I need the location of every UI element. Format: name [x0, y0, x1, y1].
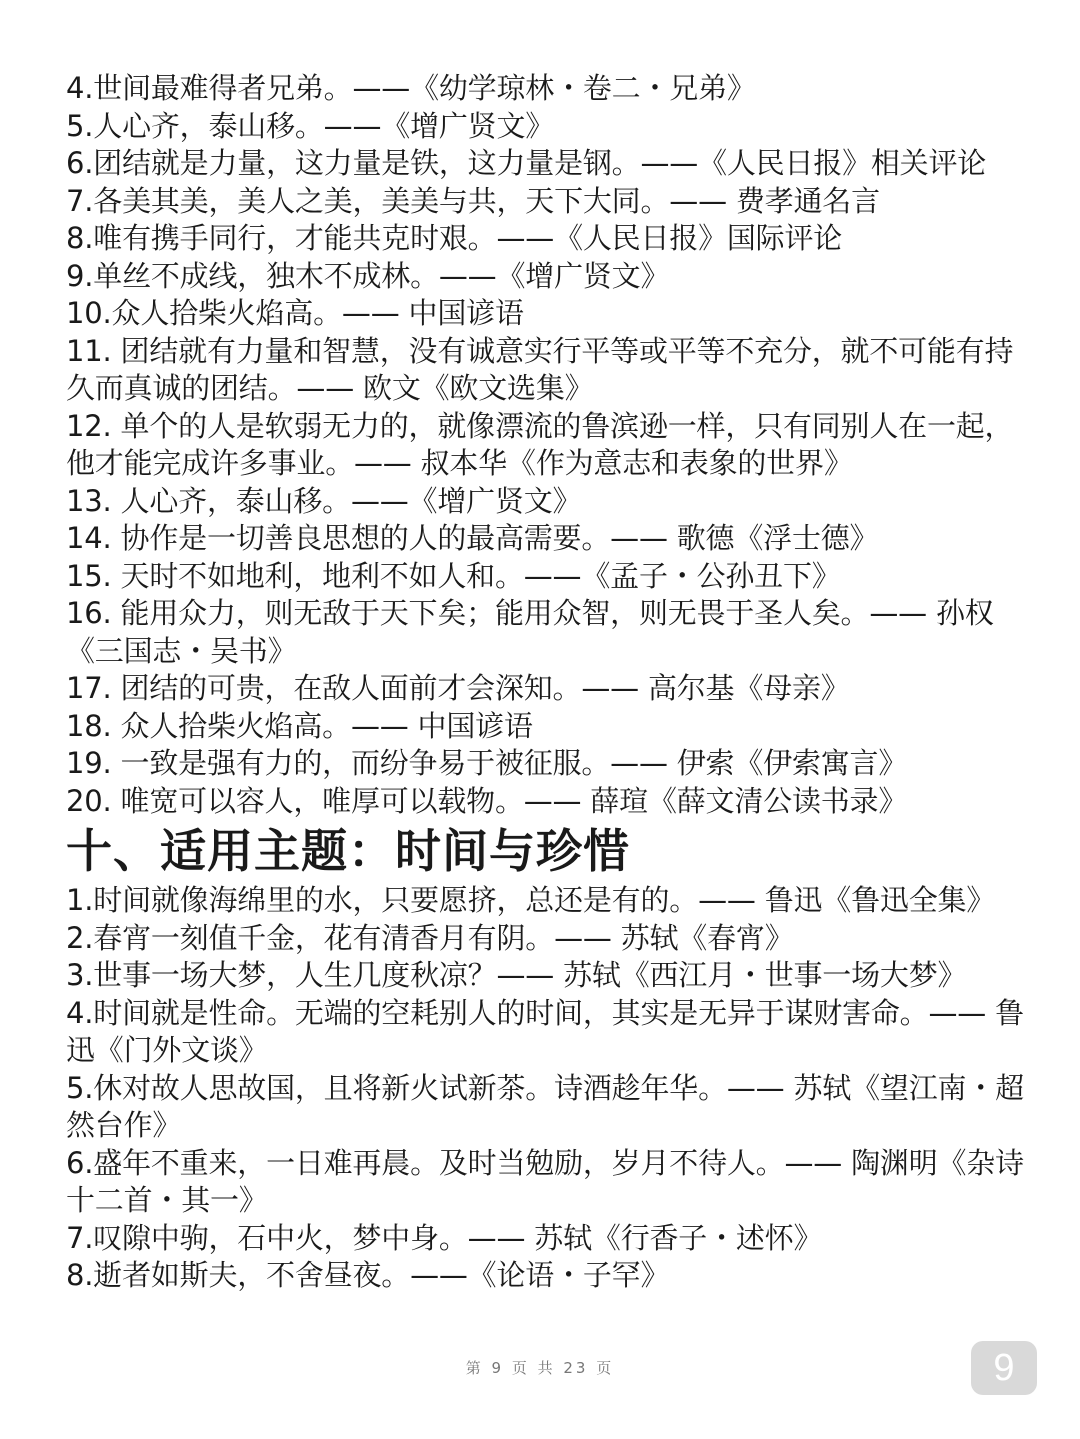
- quote-line: 5.休对故人思故国，且将新火试新茶。诗酒趁年华。—— 苏轼《望江南・超然台作》: [66, 1070, 1024, 1142]
- quote-line: 2.春宵一刻值千金，花有清香月有阴。—— 苏轼《春宵》: [66, 920, 794, 955]
- quote-line: 5.人心齐，泰山移。——《增广贤文》: [66, 108, 555, 143]
- quote-line: 11. 团结就有力量和智慧，没有诚意实行平等或平等不充分，就不可能有持久而真诚的团结。—— 欧文《欧文选集》: [66, 333, 1014, 405]
- quote-line: 12. 单个的人是软弱无力的，就像漂流的鲁滨逊一样，只有同别人在一起，他才能完成许多事业。—— 叔本华《作为意志和表象的世界》: [66, 408, 1014, 480]
- page-number-badge: 9: [971, 1341, 1037, 1395]
- quote-line: 9.单丝不成线，独木不成林。——《增广贤文》: [66, 258, 670, 293]
- quote-line: 10.众人拾柴火焰高。—— 中国谚语: [66, 296, 524, 330]
- document-body: [66, 70, 1026, 1295]
- page-footer-text: 第 9 页 共 23 页: [465, 1359, 615, 1377]
- quote-line: 14. 协作是一切善良思想的人的最高需要。—— 歌德《浮士德》: [66, 521, 879, 555]
- quote-line: 6.团结就是力量，这力量是铁，这力量是钢。——《人民日报》相关评论: [66, 146, 987, 180]
- quote-line: 8.唯有携手同行，才能共克时艰。——《人民日报》国际评论: [66, 221, 843, 255]
- quote-line: 4.世间最难得者兄弟。——《幼学琼林・卷二・兄弟》: [66, 71, 756, 105]
- quote-line: 18. 众人拾柴火焰高。—— 中国谚语: [66, 708, 533, 743]
- quote-line: 19. 一致是强有力的，而纷争易于被征服。—— 伊索《伊索寓言》: [66, 746, 908, 780]
- section-heading: 十、适用主题：时间与珍惜: [66, 824, 630, 878]
- quote-line: 7.叹隙中驹，石中火，梦中身。—— 苏轼《行香子・述怀》: [66, 1220, 823, 1255]
- quote-line: 16. 能用众力，则无敌于天下矣；能用众智，则无畏于圣人矣。—— 孙权《三国志・吴书》: [66, 596, 994, 668]
- quote-line: 7.各美其美，美人之美，美美与共，天下大同。—— 费孝通名言: [66, 183, 880, 218]
- quote-list-unity: [66, 70, 1026, 820]
- quote-line: 1.时间就像海绵里的水，只要愿挤，总还是有的。—— 鲁迅《鲁迅全集》: [66, 883, 996, 917]
- quote-line: 8.逝者如斯夫，不舍昼夜。——《论语・子罕》: [66, 1258, 670, 1292]
- quote-list-time: [66, 882, 1026, 1295]
- quote-line: 3.世事一场大梦，人生几度秋凉？—— 苏轼《西江月・世事一场大梦》: [66, 958, 967, 992]
- quote-line: 15. 天时不如地利，地利不如人和。——《孟子・公孙丑下》: [66, 558, 841, 593]
- quote-line: 17. 团结的可贵，在敌人面前才会深知。—— 高尔基《母亲》: [66, 671, 850, 705]
- quote-line: 20. 唯宽可以容人，唯厚可以载物。—— 薛瑄《薛文清公读书录》: [66, 783, 908, 818]
- quote-line: 4.时间就是性命。无端的空耗别人的时间，其实是无异于谋财害命。—— 鲁迅《门外文谈》: [66, 995, 1024, 1067]
- quote-line: 13. 人心齐，泰山移。——《增广贤文》: [66, 483, 582, 518]
- quote-line: 6.盛年不重来，一日难再晨。及时当勉励，岁月不待人。—— 陶渊明《杂诗十二首・其一》: [66, 1145, 1024, 1217]
